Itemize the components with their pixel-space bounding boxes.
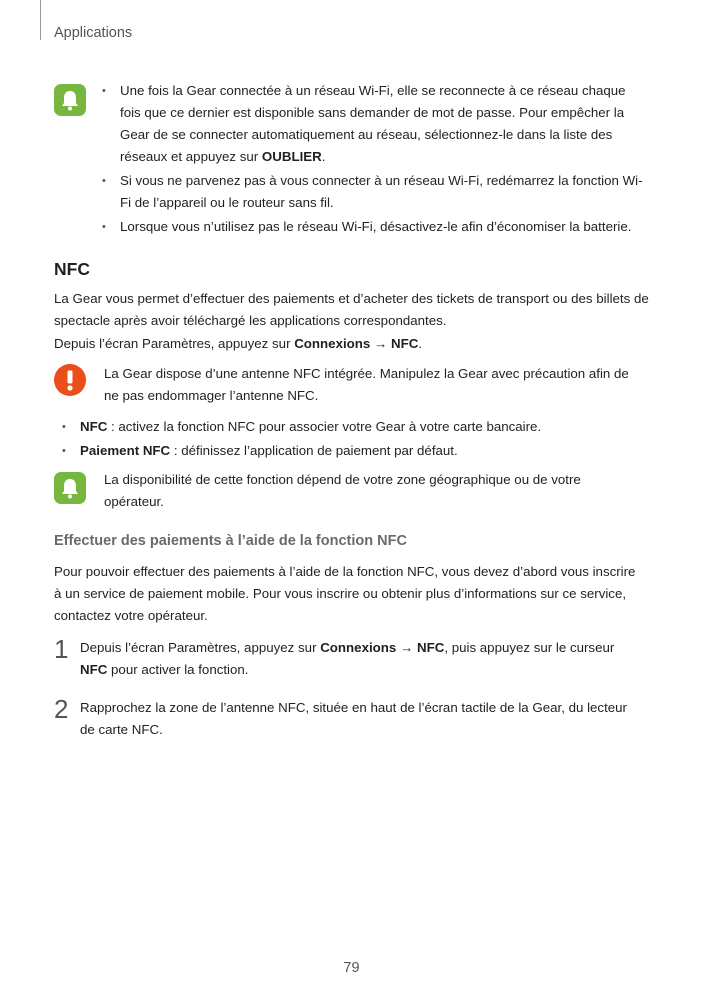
list-item: • Paiement NFC : définissez l’application de paiement par défaut. (62, 440, 652, 462)
section-subtitle-payments: Effectuer des paiements à l’aide de la fonction NFC (54, 533, 407, 549)
nfc-intro: La Gear vous permet d’effectuer des paiements et d’acheter des tickets de transport ou des billets de spectacle après avoir téléchargé les applications correspondantes. (54, 291, 649, 328)
list-item: • Une fois la Gear connectée à un réseau Wi-Fi, elle se reconnecte à ce réseau chaque fois que ce dernier est disponible sans demander de mot de passe. Pour empêcher la Gear de se connecter automatiquement au réseau, sélectionnez-le dans la liste des réseaux et appuyez sur OUBLIER. (102, 80, 647, 168)
nfc-path: Depuis l’écran Paramètres, appuyez sur Connexions → NFC. (54, 336, 423, 351)
step-text: Rapprochez la zone de l’antenne NFC, située en haut de l’écran tactile de la Gear, du lecteur de carte NFC. (80, 700, 627, 737)
section-title-nfc: NFC (54, 259, 90, 279)
nfc-note-text: La disponibilité de cette fonction dépend de votre zone géographique ou de votre opérateur. (104, 472, 581, 509)
bell-icon (54, 84, 86, 116)
margin-line (40, 0, 41, 40)
wifi-notes-list (102, 80, 647, 240)
list-item: • NFC : activez la fonction NFC pour associer votre Gear à votre carte bancaire. (62, 416, 652, 438)
page-number: 79 (343, 960, 360, 976)
step-number: 1 (54, 634, 69, 664)
step-number: 2 (54, 694, 69, 724)
step-text: Depuis l’écran Paramètres, appuyez sur Connexions → NFC, puis appuyez sur le curseur NFC pour activer la fonction. (80, 640, 615, 677)
nfc-caution-text: La Gear dispose d’une antenne NFC intégrée. Manipulez la Gear avec précaution afin de ne pas endommager l’antenne NFC. (104, 366, 629, 403)
list-item: • Si vous ne parvenez pas à vous connecter à un réseau Wi-Fi, redémarrez la fonction Wi-Fi de l’appareil ou le routeur sans fil. (102, 170, 647, 214)
list-item: • Lorsque vous n’utilisez pas le réseau Wi-Fi, désactivez-le afin d’économiser la batterie. (102, 216, 647, 238)
nfc-options-list (62, 416, 652, 464)
bell-icon (54, 472, 86, 504)
payments-intro: Pour pouvoir effectuer des paiements à l’aide de la fonction NFC, vous devez d’abord vous inscrire à un service de paiement mobile. Pour vous inscrire ou obtenir plus d’informations sur ce service, contactez votre opérateur. (54, 564, 636, 623)
caution-icon (54, 364, 86, 396)
page-header: Applications (54, 25, 133, 41)
